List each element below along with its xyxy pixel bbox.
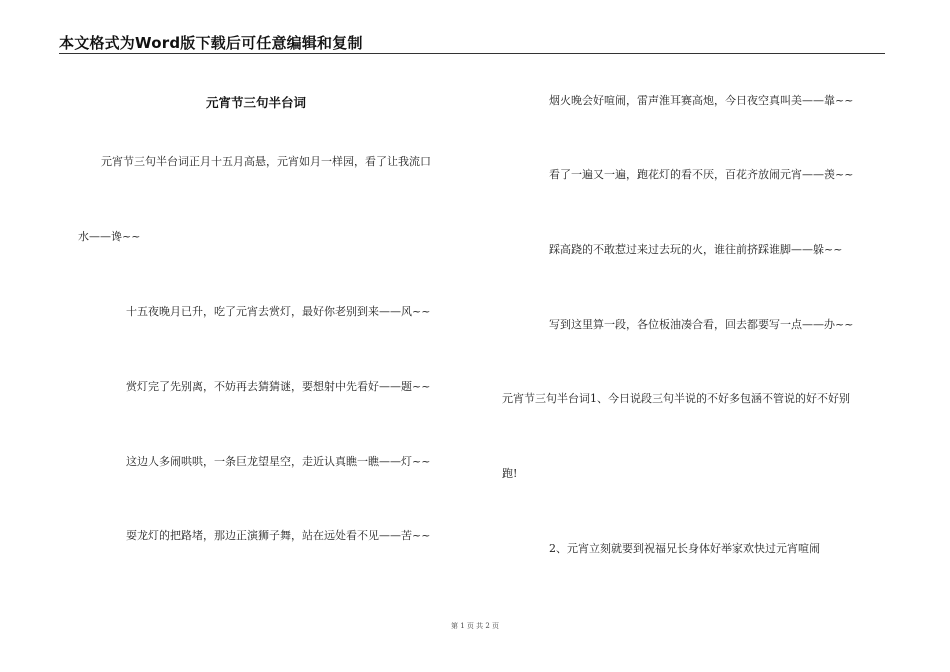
left-paragraph-line-1: 元宵节三句半台词正月十五月高悬，元宵如月一样园，看了让我流口 <box>101 155 431 168</box>
left-verse-line-6: 耍龙灯的把路堵，那边正演狮子舞，站在远处看不见——苦~~ <box>126 529 431 542</box>
download-banner: 本文格式为Word版下载后可任意编辑和复制 <box>59 34 363 52</box>
page-number-footer: 第 1 页 共 2 页 <box>450 622 500 630</box>
left-paragraph-line-2: 水——谗~~ <box>78 230 141 243</box>
left-verse-line-3: 十五夜晚月已升，吃了元宵去赏灯，最好你老别到来——风~~ <box>126 305 431 318</box>
right-verse-line-3: 踩高跷的不敢惹过来过去玩的火，谁往前挤踩谁脚——躲~~ <box>549 243 843 256</box>
right-paragraph-line-6: 跑! <box>502 467 518 480</box>
right-paragraph-line-5: 元宵节三句半台词1、今日说段三句半说的不好多包涵不管说的好不好别 <box>502 392 850 405</box>
right-verse-line-2: 看了一遍又一遍，跑花灯的看不厌，百花齐放闹元宵——羡~~ <box>549 168 854 181</box>
document-title: 元宵节三句半台词 <box>206 95 307 110</box>
right-paragraph-line-7: 2、元宵立刻就要到祝福兄长身体好举家欢快过元宵喧闹 <box>549 542 820 555</box>
header-divider <box>59 53 885 54</box>
left-verse-line-5: 这边人多闹哄哄，一条巨龙望星空，走近认真瞧一瞧——灯~~ <box>126 455 431 468</box>
right-verse-line-1: 烟火晚会好喧闹，雷声淮耳赛高炮，今日夜空真叫美——靠~~ <box>549 94 854 107</box>
right-verse-line-4: 写到这里算一段，各位板油凑合看，回去都要写一点——办~~ <box>549 318 854 331</box>
left-verse-line-4: 赏灯完了先别离，不妨再去猜猜谜，要想射中先看好——题~~ <box>126 380 431 393</box>
